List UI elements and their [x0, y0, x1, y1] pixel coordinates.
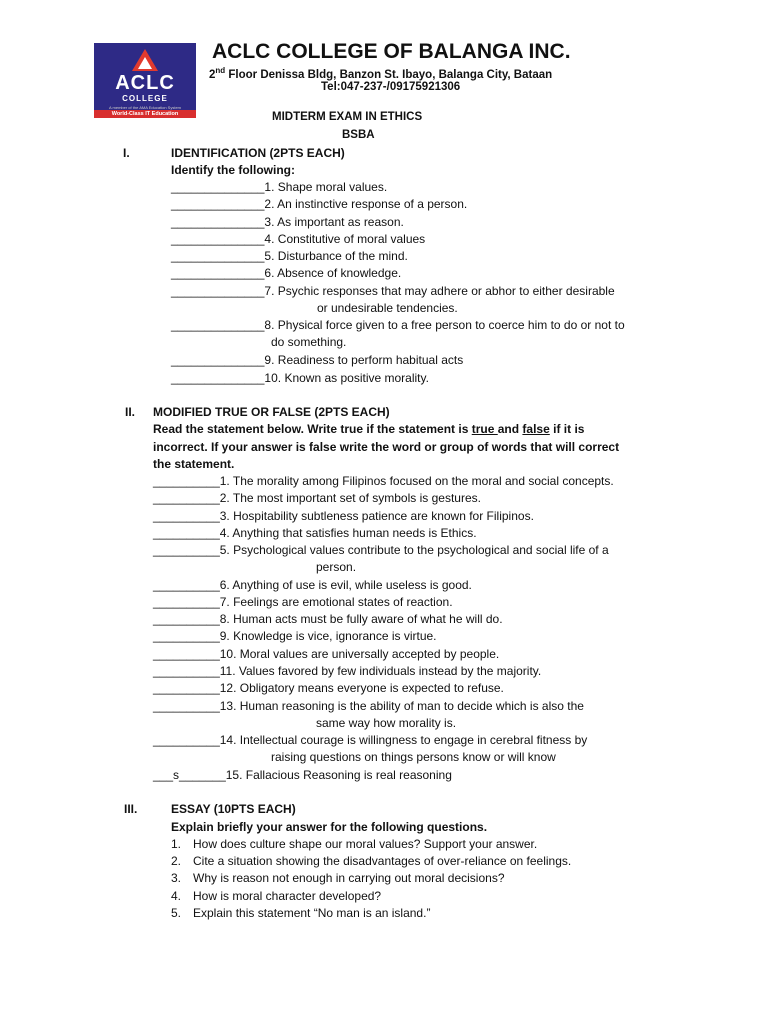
college-logo	[94, 43, 196, 118]
address-floor-suffix: nd	[215, 66, 226, 75]
true-false-item: __________3. Hospitability subtleness patience are known for Filipinos.	[153, 509, 534, 523]
identification-item-continuation: or undesirable tendencies.	[317, 301, 458, 315]
essay-number: 2.	[171, 854, 182, 868]
true-false-item: __________12. Obligatory means everyone is expected to refuse.	[153, 681, 504, 695]
true-false-item-continuation: person.	[316, 560, 357, 574]
section1-title: IDENTIFICATION (2PTS EACH)	[171, 146, 345, 160]
section3-instruction: Explain briefly your answer for the following questions.	[171, 820, 488, 834]
identification-item: ______________6. Absence of knowledge.	[171, 266, 402, 280]
college-address	[209, 66, 552, 81]
section1-number: I.	[123, 146, 130, 160]
true-false-item: __________14. Intellectual courage is willingness to engage in cerebral fitness by	[153, 733, 588, 747]
exam-title: MIDTERM EXAM IN ETHICS	[272, 111, 423, 123]
true-false-item: __________13. Human reasoning is the ability of man to decide which is also the	[153, 699, 584, 713]
true-false-item: __________8. Human acts must be fully aware of what he will do.	[153, 612, 503, 626]
identification-item: ______________4. Constitutive of moral values	[171, 232, 426, 246]
identification-item: ______________2. An instinctive response of a person.	[171, 197, 468, 211]
essay-item: Cite a situation showing the disadvantages of over-reliance on feelings.	[193, 854, 572, 868]
address-floor-number: 2	[209, 68, 216, 81]
true-false-item: __________7. Feelings are emotional states of reaction.	[153, 595, 453, 609]
identification-item: ______________5. Disturbance of the mind.	[171, 249, 408, 263]
true-false-item: ___s_______15. Fallacious Reasoning is real reasoning	[153, 768, 452, 782]
true-false-item: __________10. Moral values are universally accepted by people.	[153, 647, 500, 661]
section2-instruction-line3: the statement.	[153, 457, 235, 471]
identification-item-continuation: do something.	[271, 335, 347, 349]
section2-number: II.	[125, 405, 136, 419]
essay-item: Why is reason not enough in carrying out moral decisions?	[193, 871, 505, 885]
instruction-false: false	[522, 422, 550, 436]
logo-brand: ACLC	[115, 72, 175, 94]
true-false-item: __________4. Anything that satisfies human needs is Ethics.	[153, 526, 477, 540]
section2-instruction	[153, 422, 584, 436]
section3-title: ESSAY (10PTS EACH)	[171, 802, 296, 816]
essay-number: 4.	[171, 889, 182, 903]
true-false-item: __________2. The most important set of symbols is gestures.	[153, 491, 481, 505]
logo-triangle-inner-icon	[138, 57, 152, 69]
essay-number: 1.	[171, 837, 182, 851]
college-name: ACLC COLLEGE OF BALANGA INC.	[212, 40, 571, 63]
essay-item: How does culture shape our moral values? Support your answer.	[193, 837, 538, 851]
section2-instruction-line2: incorrect. If your answer is false write the word or group of words that will correct	[153, 440, 620, 454]
exam-course: BSBA	[342, 129, 375, 141]
true-false-item-continuation: same way how morality is.	[316, 716, 457, 730]
essay-number: 3.	[171, 871, 182, 885]
essay-number: 5.	[171, 906, 182, 920]
true-false-item-continuation: raising questions on things persons know or will know	[271, 750, 556, 764]
true-false-item: __________11. Values favored by few individuals instead by the majority.	[153, 664, 542, 678]
college-telephone: Tel:047-237-/09175921306	[321, 81, 461, 93]
section1-instruction: Identify the following:	[171, 163, 295, 177]
identification-item: ______________7. Psychic responses that may adhere or abhor to either desirable	[171, 284, 615, 298]
logo-sub: COLLEGE	[122, 94, 168, 103]
true-false-item: __________6. Anything of use is evil, while useless is good.	[153, 578, 472, 592]
section2-title: MODIFIED TRUE OR FALSE (2PTS EACH)	[153, 405, 390, 419]
instruction-true: true	[471, 422, 498, 436]
instruction-part: if it is	[549, 422, 585, 436]
identification-item: ______________8. Physical force given to a free person to coerce him to do or not to	[171, 318, 625, 332]
true-false-item: __________5. Psychological values contribute to the psychological and social life of a	[153, 543, 609, 557]
essay-item: Explain this statement “No man is an island.”	[193, 906, 431, 920]
instruction-part: Read the statement below. Write true if the statement is	[153, 422, 472, 436]
identification-item: ______________10. Known as positive morality.	[171, 371, 429, 385]
address-rest: Floor Denissa Bldg, Banzon St. Ibayo, Balanga City, Bataan	[225, 68, 553, 81]
true-false-item: __________9. Knowledge is vice, ignorance is virtue.	[153, 629, 437, 643]
logo-tagline: A member of the AMA Education System	[108, 105, 182, 110]
identification-item: ______________3. As important as reason.	[171, 215, 404, 229]
essay-item: How is moral character developed?	[193, 889, 382, 903]
logo-band: World-Class IT Education	[94, 110, 196, 118]
identification-item: ______________1. Shape moral values.	[171, 180, 388, 194]
true-false-item: __________1. The morality among Filipinos focused on the moral and social concepts.	[153, 474, 614, 488]
section3-number: III.	[124, 802, 138, 816]
identification-item: ______________9. Readiness to perform habitual acts	[171, 353, 464, 367]
instruction-part: and	[497, 422, 523, 436]
